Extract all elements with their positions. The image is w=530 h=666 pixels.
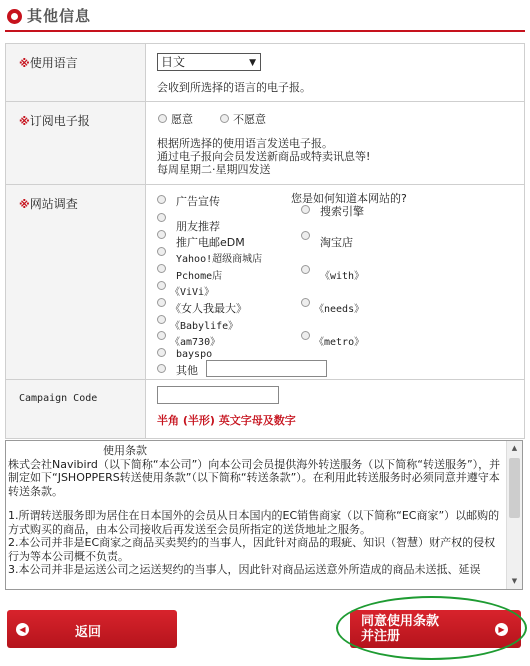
terms-box[interactable] [5,440,523,590]
terms-paragraph: 1.所谓转送服务即为居住在日本国外的会员从日本国内的EC销售商家（以下简称“EC商家”）以邮购的方式购买的商品，由本公司接收后再发送至会员所指定的送货地址之服务。 [8,509,500,536]
terms-text [6,441,506,589]
radio-label-other: 其他 [176,364,198,377]
cell-newsletter [146,102,525,185]
radio-label-babylife: 《Babylife》 [170,321,239,332]
radio-label-pchome: Pchome店 [176,271,223,282]
radio-survey-friend[interactable] [157,213,166,222]
radio-survey-search[interactable] [301,205,310,214]
radio-label-search: 搜索引擎 [320,205,364,218]
section-bullet-icon [7,9,22,24]
cell-language [146,44,525,102]
terms-title: 使用条款 [103,444,147,457]
chevron-left-icon: ◀ [16,623,29,636]
radio-survey-bayspo[interactable] [157,348,166,357]
row-survey [6,185,525,380]
radio-survey-women[interactable] [157,298,166,307]
label-campaign: Campaign Code [6,380,146,439]
label-language-text: 使用语言 [29,56,78,70]
required-mark: ※ [19,57,30,70]
language-note: 会收到所选择的语言的电子报。 [157,81,311,94]
agree-register-button[interactable] [350,610,521,648]
terms-scrollbar[interactable] [506,441,522,589]
scroll-up-icon[interactable]: ▲ [511,444,518,452]
radio-label-ad: 广告宣传 [176,195,220,208]
radio-label-needs: 《needs》 [314,304,365,315]
back-button[interactable] [7,610,177,648]
campaign-code-input[interactable] [157,386,279,404]
radio-survey-metro[interactable] [301,331,310,340]
radio-newsletter-no[interactable] [220,114,229,123]
label-language [6,44,146,102]
radio-label-friend: 朋友推荐 [176,220,220,233]
label-newsletter-text: 订阅电子报 [29,114,90,128]
radio-newsletter-yes[interactable] [158,114,167,123]
row-campaign [6,380,525,439]
radio-label-with: 《with》 [320,271,365,282]
other-info-form [5,43,525,439]
radio-label-yes: 愿意 [171,113,193,126]
agree-label-line2: 并注册 [361,629,401,644]
chevron-right-icon: ▶ [495,623,508,636]
survey-question: 您是如何知道本网站的? [291,192,407,205]
radio-survey-edm[interactable] [157,230,166,239]
agree-label-line1: 同意使用条款 [361,614,440,629]
terms-paragraph: 3.本公司并非是运送公司之运送契约的当事人，因此针对商品运送意外所造成的商品未送抵、延误 [8,563,481,576]
radio-label-bayspo: bayspo [176,349,213,360]
scroll-thumb[interactable] [509,458,520,518]
row-newsletter [6,102,525,185]
terms-paragraph: 株式会社Navibird（以下简称“本公司”）向本公司会员提供海外转送服务（以下简称“转送服务”），并制定如下“JSHOPPERS转送使用条款”（以下简称“转送条款”）。在利用此转送服务时必须同意并遵守本转送条款。 [8,457,501,498]
label-newsletter [6,102,146,185]
radio-survey-yahoo[interactable] [157,247,166,256]
newsletter-note-1: 根据所选择的使用语言发送电子报。 [157,137,333,150]
row-language [6,44,525,102]
terms-paragraph: 2.本公司并非是EC商家之商品买卖契约的当事人，因此针对商品的瑕疵、知识（智慧）财产权的侵权行为等本公司概不负责。 [8,536,496,563]
radio-label-taobao: 淘宝店 [320,236,353,249]
scroll-down-icon[interactable]: ▼ [511,577,518,585]
radio-survey-ad[interactable] [157,195,166,204]
required-mark: ※ [19,198,30,211]
radio-label-am730: 《am730》 [170,337,221,348]
radio-label-metro: 《metro》 [314,337,365,348]
section-title: 其他信息 [27,7,92,25]
cell-survey [146,185,525,380]
section-header [0,0,530,34]
dropdown-arrow-icon: ▼ [249,58,256,68]
radio-survey-with[interactable] [301,265,310,274]
radio-label-women: 《女人我最大》 [170,302,247,315]
terms-gap [8,498,504,509]
radio-label-no: 不愿意 [233,113,266,126]
campaign-hint: 半角 (半形) 英文字母及数字 [157,414,296,427]
survey-other-input[interactable] [206,360,327,377]
newsletter-note-3: 每周星期二·星期四发送 [157,163,271,176]
radio-survey-other[interactable] [157,364,166,373]
required-mark: ※ [19,115,30,128]
newsletter-note-2: 通过电子报向会员发送新商品或特卖讯息等! [157,150,371,163]
radio-survey-babylife[interactable] [157,315,166,324]
cell-campaign [146,380,525,439]
section-rule [5,30,525,32]
radio-survey-taobao[interactable] [301,231,310,240]
radio-label-yahoo: Yahoo!超级商城店 [176,254,263,265]
radio-survey-am730[interactable] [157,331,166,340]
radio-label-vivi: 《ViVi》 [170,287,215,298]
language-select[interactable] [157,53,261,71]
label-survey [6,185,146,380]
agree-button-label [361,614,439,644]
back-button-label: 返回 [75,625,102,640]
radio-survey-needs[interactable] [301,298,310,307]
radio-survey-pchome[interactable] [157,264,166,273]
radio-label-edm: 推广电邮eDM [176,236,245,249]
label-survey-text: 网站调查 [29,197,78,211]
radio-survey-vivi[interactable] [157,281,166,290]
language-select-value: 日文 [161,55,186,69]
